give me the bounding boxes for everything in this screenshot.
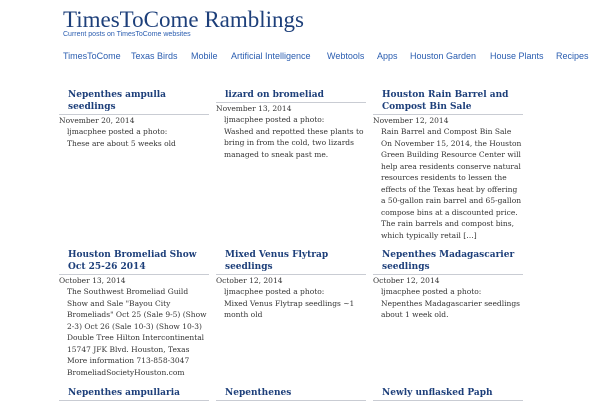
nav-item-timestocome[interactable]: TimesToCome	[63, 51, 121, 61]
post-title[interactable]: Houston Bromeliad Show Oct 25-26 2014	[59, 249, 209, 275]
post-body	[59, 126, 209, 149]
nav-item-house-plants[interactable]: House Plants	[490, 51, 544, 61]
post-author-line[interactable]: ljmacphee posted a photo:	[224, 287, 325, 296]
post-title[interactable]: Nepenthes Madagascarier seedlings	[373, 249, 523, 275]
post-body	[216, 286, 366, 321]
post-excerpt: These are about 5 weeks old	[67, 138, 176, 148]
nav-item-houston-garden[interactable]: Houston Garden	[410, 51, 477, 61]
post-card	[59, 89, 209, 149]
post-excerpt: Mixed Venus Flytrap seedlings ~1 month old	[224, 298, 355, 319]
post-excerpt: Washed and repotted these plants to bring in from the cold, two lizards managed to sneak past me.	[224, 126, 364, 159]
nav-item-recipes[interactable]: Recipes	[556, 51, 589, 61]
post-title[interactable]: Nepenthes ampulla seedlings	[59, 89, 209, 115]
post-date: November 20, 2014	[59, 116, 135, 125]
post-title[interactable]: Newly unflasked Paph	[373, 387, 523, 401]
nav-item-texas-birds[interactable]: Texas Birds	[131, 51, 178, 61]
post-card	[373, 249, 523, 321]
post-body	[59, 286, 209, 378]
post-date: November 12, 2014	[373, 116, 449, 125]
post-card	[216, 89, 366, 160]
post-excerpt: The Southwest Bromeliad Guild Show and Sale "Bayou City Bromeliads" Oct 25 (Sale 9-5) (Show 2-3) Oct 26 (Sale 10-3) (Show 10-3) Double Tree Hilton Intercontinental 15747 JFK Blvd. Houston, Texas More information 713-858-3047 BromeliadSocietyHouston.com	[67, 287, 207, 377]
post-card	[373, 387, 523, 401]
post-card	[216, 387, 366, 401]
post-author-line[interactable]: ljmacphee posted a photo:	[67, 127, 168, 136]
site-header	[63, 6, 304, 38]
post-body	[373, 126, 523, 241]
post-author-line[interactable]: ljmacphee posted a photo:	[381, 287, 482, 296]
post-card	[59, 249, 209, 378]
post-title[interactable]: Nepenthes ampullaria	[59, 387, 209, 401]
site-title[interactable]: TimesToCome Ramblings	[63, 7, 304, 32]
post-excerpt: Rain Barrel and Compost Bin Sale On November 15, 2014, the Houston Green Building Resource Center will help area residents conserve natural resources residents to lessen the effects of the Texas heat by offering a 50-gallon rain barrel and 65-gallon compose bins at a discounted price. The rain barrels and compost bins, which typically retail […]	[381, 127, 522, 240]
post-date: November 13, 2014	[216, 104, 292, 113]
post-card	[216, 249, 366, 321]
nav-item-mobile[interactable]: Mobile	[191, 51, 218, 61]
main-nav	[0, 51, 600, 65]
post-card	[59, 387, 209, 401]
post-title[interactable]: lizard on bromeliad	[216, 89, 366, 103]
post-body	[373, 286, 523, 321]
site-tagline: Current posts on TimesToCome websites	[63, 31, 191, 38]
post-author-line[interactable]: ljmacphee posted a photo:	[224, 115, 325, 124]
nav-item-artificial-intelligence[interactable]: Artificial Intelligence	[231, 51, 311, 61]
post-date: October 12, 2014	[373, 276, 440, 285]
nav-item-apps[interactable]: Apps	[377, 51, 398, 61]
post-title[interactable]: Houston Rain Barrel and Compost Bin Sale	[373, 89, 523, 115]
post-date: October 13, 2014	[59, 276, 126, 285]
post-title[interactable]: Mixed Venus Flytrap seedlings	[216, 249, 366, 275]
nav-item-webtools[interactable]: Webtools	[327, 51, 365, 61]
post-card	[373, 89, 523, 241]
post-title[interactable]: Nepenthenes	[216, 387, 366, 401]
post-excerpt: Nepenthes Madagascarier seedlings about 1 week old.	[381, 298, 520, 319]
post-body	[216, 114, 366, 160]
post-date: October 12, 2014	[216, 276, 283, 285]
